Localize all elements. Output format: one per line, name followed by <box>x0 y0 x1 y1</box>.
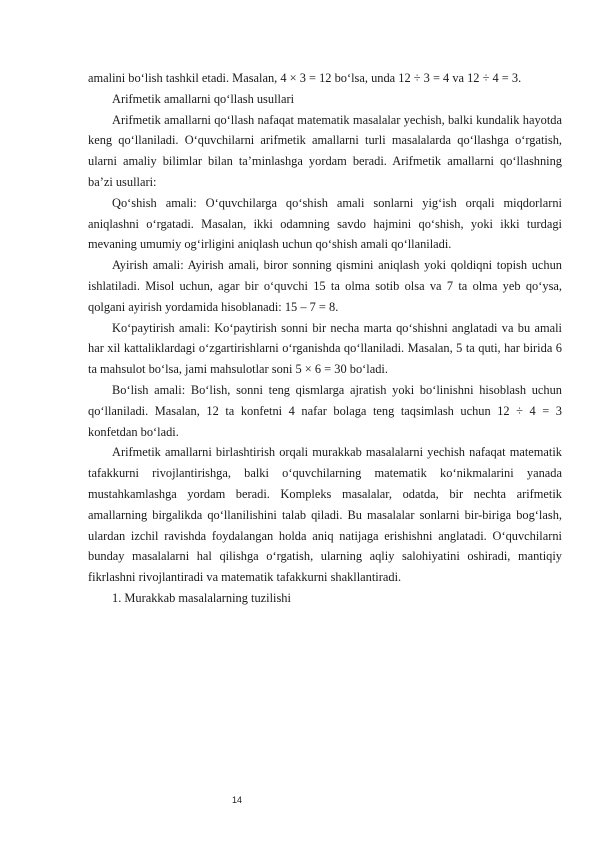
paragraph: Arifmetik amallarni qo‘llash nafaqat matematik masalalar yechish, balki kundalik hayotda keng qo‘llaniladi. O‘quvchilarni arifmetik amallarni turli masalalarda qo‘llashga o‘rgatish, ularni amaliy bilimlar bilan ta’minlashga yordam beradi. Arifmetik amallarni qo‘llashning ba’zi usullari: <box>88 112 562 189</box>
paragraph: Arifmetik amallarni birlashtirish orqali murakkab masalalarni yechish nafaqat matematik tafakkurni rivojlantirishga, balki o‘quvchilarning matematik ko‘nikmalarini yanada mustahkamlashga yordam beradi. Kompleks masalalar, odatda, bir nechta arifmetik amallarning birgalikda qo‘llanilishini talab qiladi. Bu masalalar sonlarni bir-biriga bog‘lash, ulardan izchil ravishda foydalangan holda aniq natijaga erishishni anglatadi. O‘quvchilarni bunday masalalarni hal qilishga o‘rgatish, ularning aqliy salohiyatini oshiradi, mantiqiy fikrlashni rivojlantiradi va matematik tafakkurni shakllantiradi. <box>88 445 562 585</box>
page-number: 14 <box>232 795 243 805</box>
paragraph-multiplication: Ko‘paytirish amali: Ko‘paytirish sonni bir necha marta qo‘shishni anglatadi va bu amali har xil kattaliklardagi o‘zgartirishlarni o‘rganishda qo‘llaniladi. Masalan, 5 ta quti, har birida 6 ta mahsulot bo‘lsa, jami mahsulotlar soni 5 × 6 = 30 bo‘ladi. <box>88 320 562 377</box>
document-body <box>88 68 562 609</box>
paragraph-division: Bo‘lish amali: Bo‘lish, sonni teng qismlarga ajratish yoki bo‘linishni hisoblash uchun qo‘llaniladi. Masalan, 12 ta konfetni 4 nafar bolaga teng taqsimlash uchun 12 ÷ 4 = 3 konfetdan bo‘ladi. <box>88 382 562 439</box>
section-heading: 1. Murakkab masalalarning tuzilishi <box>112 590 291 605</box>
paragraph-addition: Qo‘shish amali: O‘quvchilarga qo‘shish amali sonlarni yig‘ish orqali miqdorlarni aniqlashni o‘rgatadi. Masalan, ikki odamning savdo hajmini qo‘shish, yoki ikki turdagi mevaning umumiy og‘irligini aniqlash uchun qo‘shish amali qo‘llaniladi. <box>88 195 562 252</box>
paragraph: amalini bo‘lish tashkil etadi. Masalan, 4 × 3 = 12 bo‘lsa, unda 12 ÷ 3 = 4 va 12 ÷ 4 = 3. <box>88 71 522 85</box>
section-heading: Arifmetik amallarni qo‘llash usullari <box>112 91 295 106</box>
paragraph-subtraction: Ayirish amali: Ayirish amali, biror sonning qismini aniqlash yoki qoldiqni topish uchun ishlatiladi. Misol uchun, agar bir o‘quvchi 15 ta olma sotib olsa va 7 ta olma yeb qo‘ysa, qolgani ayirish yordamida hisoblanadi: 15 – 7 = 8. <box>88 258 562 314</box>
